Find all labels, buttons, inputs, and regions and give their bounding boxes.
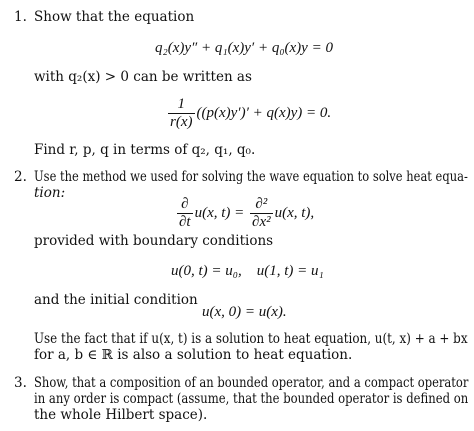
item-2-number: 2.: [14, 169, 27, 185]
item-2-line-1: Use the method we used for solving the wave equation to solve heat equa-: [34, 169, 468, 185]
fraction-denominator: ∂t: [179, 214, 191, 230]
item-1-number: 1.: [14, 9, 27, 25]
heat-eq-rhs-rest: u(x, t),: [274, 204, 315, 221]
item-1-equation-2: [166, 96, 331, 131]
heat-eq-lhs-rest: u(x, t) =: [194, 204, 245, 221]
item-2-bc-intro: provided with boundary conditions: [34, 233, 274, 249]
item-1-find-text: Find r, p, q in terms of q₂, q₁, q₀.: [34, 142, 256, 158]
item-3-line-2: in any order is compact (assume, that the bounded operator is defined on: [34, 391, 469, 407]
item-2-fact-line-1: Use the fact that if u(x, t) is a solution to heat equation, u(t, x) + a + bx: [34, 331, 468, 347]
item-1-equation: q₂(x)y″ + q₁(x)y′ + q₀(x)y = 0: [155, 40, 333, 56]
item-1-with-text: with q₂(x) > 0 can be written as: [34, 69, 252, 85]
item-1-equation-2-rest: ((p(x)y′)′ + q(x)y) = 0.: [196, 104, 332, 121]
item-2-fact-line-2: for a, b ∈ ℝ is also a solution to heat equation.: [34, 347, 353, 363]
item-3-line-3: the whole Hilbert space).: [34, 407, 208, 423]
heat-equation: [175, 196, 314, 231]
item-3-number: 3.: [14, 375, 27, 391]
heat-eq-lhs-fraction: [177, 196, 193, 231]
item-2-ic-intro: and the initial condition: [34, 292, 198, 308]
fraction-numerator: ∂: [177, 196, 193, 214]
item-2-line-2: tion:: [34, 185, 66, 201]
item-1-fraction: [168, 96, 195, 131]
item-3-line-1: Show, that a composition of an bounded operator, and a compact operator: [34, 375, 469, 391]
item-1-intro: Show that the equation: [34, 9, 195, 25]
heat-eq-rhs-fraction: [250, 196, 273, 231]
boundary-conditions: u(0, t) = u₀, u(1, t) = u₁: [171, 263, 324, 279]
fraction-numerator: ∂²: [250, 196, 273, 214]
initial-condition: u(x, 0) = u(x).: [202, 304, 287, 320]
fraction-denominator: r(x): [170, 114, 193, 130]
fraction-numerator: 1: [168, 96, 195, 114]
fraction-denominator: ∂x²: [252, 214, 271, 230]
